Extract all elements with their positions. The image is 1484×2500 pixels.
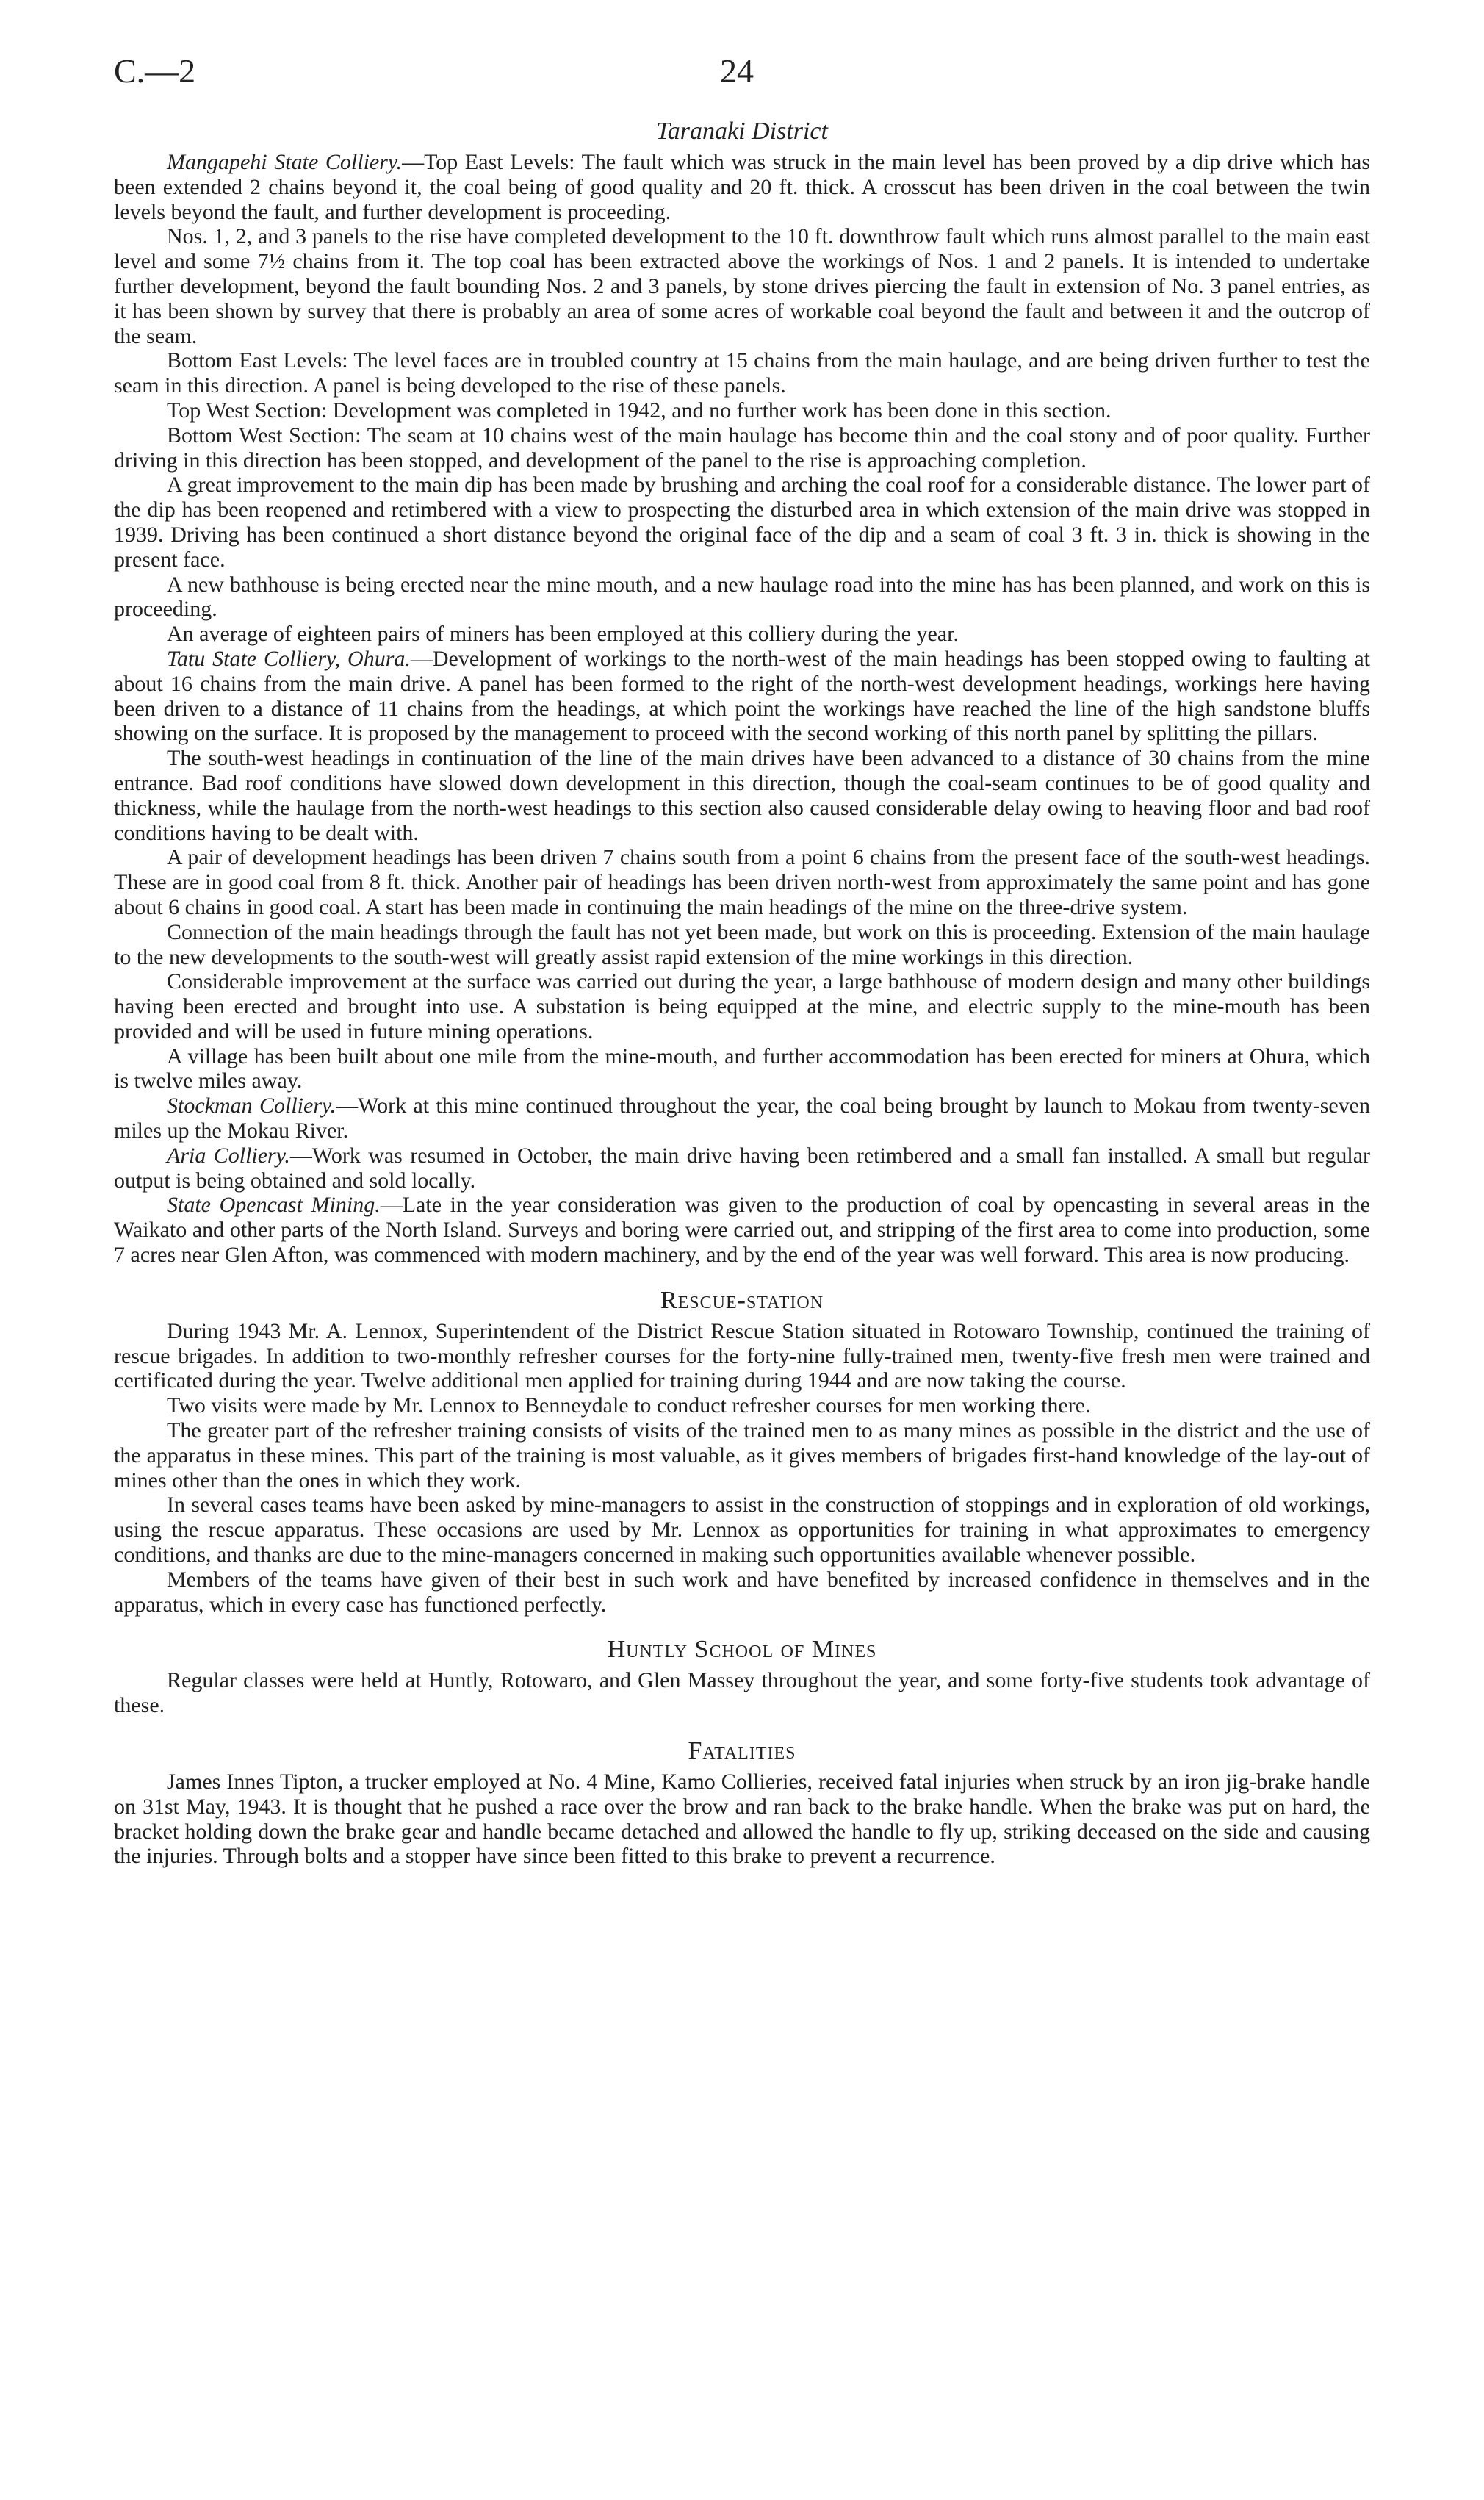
paragraph: [114, 1393, 1370, 1418]
paragraph: [114, 423, 1370, 473]
section-heading: Huntly School of Mines: [607, 1636, 877, 1664]
paragraph-text: Considerable improvement at the surface was carried out during the year, a large bathhouse of modern design and many other buildings having been erected and brought into use. A substation is being equipped at the mine, and electric supply to the mine-mouth has been provided and will be used in future mining operations.: [114, 969, 1370, 1044]
paragraph: [114, 572, 1370, 622]
paragraph-text: A pair of development headings has been driven 7 chains south from a point 6 chains from the present face of the south-west headings. These are in good coal from 8 ft. thick. Another pair of headings has been driven north-west from approximately the same point and has gone about 6 chains in good coal. A start has been made in continuing the main headings of the mine on the three-drive system.: [114, 845, 1370, 919]
paragraph: [114, 1770, 1370, 1869]
paragraph: [114, 473, 1370, 572]
paragraph-text: Nos. 1, 2, and 3 panels to the rise have completed development to the 10 ft. downthrow fault which runs almost parallel to the main east level and some 7½ chains from it. The top coal has been extracted above the workings of Nos. 1 and 2 panels. It is intended to undertake further development, beyond the fault bounding Nos. 2 and 3 panels, by stone drives piercing the fault in extension of No. 3 panel entries, as it has been shown by survey that there is probably an area of some acres of workable coal beyond the fault and between it and the outcrop of the seam.: [114, 224, 1370, 348]
paragraph: [114, 1193, 1370, 1267]
paragraph-text: —Top East Levels: The fault which was struck in the main level has been proved by a dip drive which has been extended 2 chains beyond it, the coal being of good quality and 20 ft. thick. A crosscut has been driven in the coal between the twin levels beyond the fault, and further development is proceeding.: [114, 150, 1370, 224]
section-fatalities: [114, 1737, 1370, 1869]
paragraph-text: A great improvement to the main dip has been made by brushing and arching the coal roof for a considerable distance. The lower part of the dip has been reopened and retimbered with a view to prospecting the disturbed area in which extension of the main drive was stopped in 1939. Driving has been continued a short distance beyond the original face of the dip and a seam of coal 3 ft. 3 in. thick is showing in the present face.: [114, 473, 1370, 572]
paragraph-text: —Development of workings to the north-west of the main headings has been stopped owing to faulting at about 16 chains from the main drive. A panel has been formed to the right of the north-west development headings, workings here having been driven to a distance of 11 chains from the headings, at which point the workings have reached the line of the high sandstone bluffs showing on the surface. It is proposed by the management to proceed with the second working of this north panel by splitting the pillars.: [114, 646, 1370, 746]
paragraph: [114, 1319, 1370, 1393]
paragraph: [114, 398, 1370, 423]
section-rescue-station: [114, 1287, 1370, 1617]
paragraph: [114, 224, 1370, 348]
paragraph: [114, 969, 1370, 1044]
paragraph-title: Aria Colliery.: [167, 1143, 290, 1168]
paragraph-title: Mangapehi State Colliery.: [167, 150, 403, 174]
paragraph-text: A new bathhouse is being erected near the mine mouth, and a new haulage road into the mine has has been planned, and work on this is proceeding.: [114, 572, 1370, 622]
page-number: 24: [720, 52, 754, 90]
paragraph-title: Stockman Colliery.: [167, 1093, 336, 1118]
paragraph-text: Bottom East Levels: The level faces are in troubled country at 15 chains from the main haulage, and are being driven further to test the seam in this direction. A panel is being developed to the rise of these panels.: [114, 348, 1370, 398]
paragraph-text: A village has been built about one mile from the mine-mouth, and further accommodation has been erected for miners at Ohura, which is twelve miles away.: [114, 1044, 1370, 1093]
paragraph-text: Top West Section: Development was completed in 1942, and no further work has been done in this section.: [167, 398, 1112, 423]
paragraph: [114, 1418, 1370, 1493]
paragraph-title: State Opencast Mining.: [167, 1193, 381, 1218]
paragraph-text: The south-west headings in continuation of the line of the main drives have been advanced to a distance of 30 chains from the mine entrance. Bad roof conditions have slowed down development in this direction, though the coal-seam continues to be of good quality and thickness, while the haulage from the north-west headings to this section also caused considerable delay owing to heaving floor and bad roof conditions having to be dealt with.: [114, 746, 1370, 845]
paragraph-text: Regular classes were held at Huntly, Rotowaro, and Glen Massey throughout the year, and some forty-five students took advantage of these.: [114, 1668, 1370, 1718]
section-heading: Fatalities: [688, 1737, 796, 1765]
paragraph-text: —Late in the year consideration was given to the production of coal by opencasting in several areas in the Waikato and other parts of the North Island. Surveys and boring were carried out, and stripping of the first area to come into production, some 7 acres near Glen Afton, was commenced with modern machinery, and by the end of the year was well forward. This area is now producing.: [114, 1193, 1371, 1268]
paragraph: [114, 1493, 1370, 1567]
paragraph: [114, 647, 1370, 746]
paragraph-title: Tatu State Colliery, Ohura.: [167, 646, 411, 671]
paragraph-text: —Work at this mine continued throughout the year, the coal being brought by launch to Mokau from twenty-seven miles up the Mokau River.: [114, 1093, 1371, 1143]
paragraph: [114, 845, 1370, 919]
section-heading: Rescue-station: [660, 1286, 824, 1314]
paragraph: [114, 1093, 1370, 1143]
paragraph: [114, 1044, 1370, 1094]
paragraph-text: Members of the teams have given of their best in such work and have benefited by increased confidence in themselves and in the apparatus, which in every case has functioned perfectly.: [114, 1567, 1370, 1617]
page-header: [114, 51, 1370, 118]
paragraph: [114, 150, 1370, 224]
paragraph-text: Connection of the main headings through the fault has not yet been made, but work on this is proceeding. Extension of the main haulage to the new developments to the south-west will greatly assist rapid extension of the mine workings in this direction.: [114, 919, 1370, 969]
paragraph-text: Two visits were made by Mr. Lennox to Benneydale to conduct refresher courses for men working there.: [167, 1393, 1091, 1418]
paragraph-text: An average of eighteen pairs of miners has been employed at this colliery during the year.: [167, 622, 959, 647]
paragraph: [114, 1143, 1370, 1193]
document-page: [114, 51, 1370, 1869]
paragraph-text: James Innes Tipton, a trucker employed at No. 4 Mine, Kamo Collieries, received fatal injuries when struck by an iron jig-brake handle on 31st May, 1943. It is thought that he pushed a race over the brow and ran back to the brake handle. When the brake was put on hard, the bracket holding down the brake gear and handle became detached and allowed the handle to fly up, striking deceased on the side and causing the injuries. Through bolts and a stopper have since been fitted to this brake to prevent a recurrence.: [114, 1770, 1370, 1869]
paragraph: [114, 920, 1370, 970]
section-taranaki-district: [114, 118, 1370, 1268]
paragraph: [114, 1567, 1370, 1617]
section-heading: Taranaki District: [656, 118, 828, 145]
paragraph: [114, 622, 1370, 647]
report-reference: C.—2: [114, 52, 196, 90]
paragraph-text: During 1943 Mr. A. Lennox, Superintendent of the District Rescue Station situated in Rotowaro Township, continued the training of rescue brigades. In addition to two-monthly refresher courses for the forty-nine fully-trained men, twenty-five fresh men were trained and certificated during the year. Twelve additional men applied for training during 1944 and are now taking the course.: [114, 1318, 1370, 1393]
paragraph: [114, 746, 1370, 845]
paragraph-text: In several cases teams have been asked by mine-managers to assist in the construction of stoppings and in exploration of old workings, using the rescue apparatus. These occasions are used by Mr. Lennox as opportunities for training in what approximates to emergency conditions, and thanks are due to the mine-managers concerned in making such opportunities available whenever possible.: [114, 1493, 1370, 1567]
paragraph-text: The greater part of the refresher training consists of visits of the trained men to as many mines as possible in the district and the use of the apparatus in these mines. This part of the training is most valuable, as it gives members of brigades first-hand knowledge of the lay-out of mines other than the ones in which they work.: [114, 1418, 1370, 1493]
paragraph: [114, 348, 1370, 398]
section-huntly-school-of-mines: [114, 1636, 1370, 1718]
paragraph-text: Bottom West Section: The seam at 10 chains west of the main haulage has become thin and the coal stony and of poor quality. Further driving in this direction has been stopped, and development of the panel to the rise is approaching completion.: [114, 423, 1370, 473]
paragraph-text: —Work was resumed in October, the main drive having been retimbered and a small fan installed. A small but regular output is being obtained and sold locally.: [114, 1143, 1370, 1193]
paragraph: [114, 1668, 1370, 1718]
